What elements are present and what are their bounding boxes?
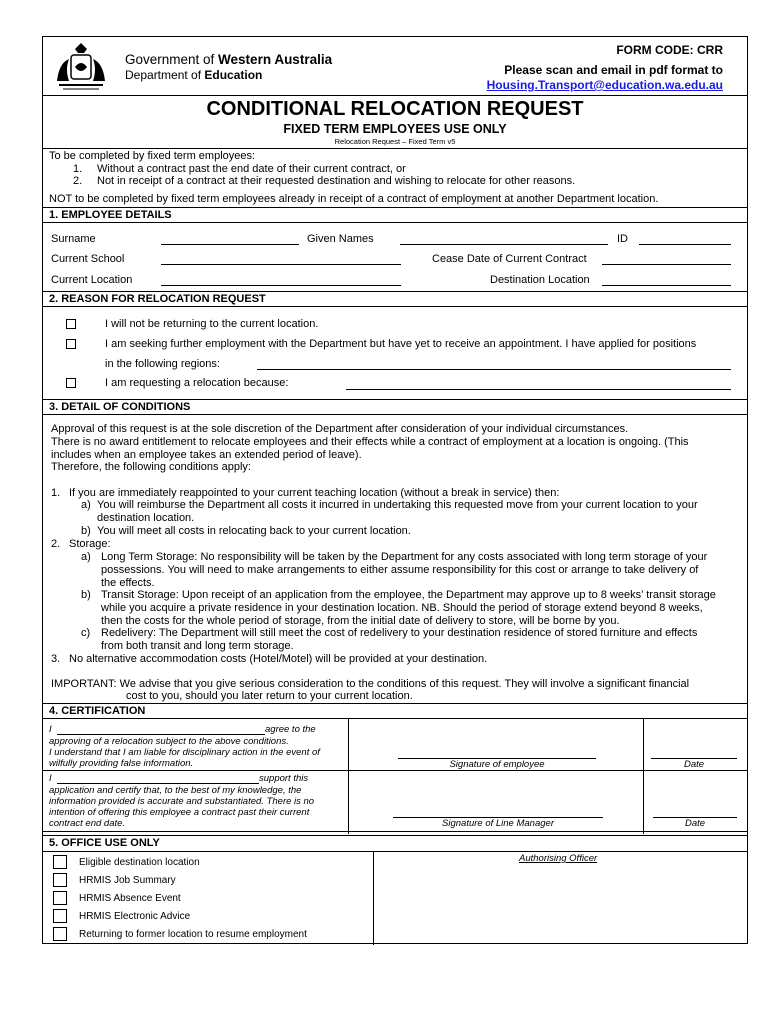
manager-i: I: [49, 773, 52, 784]
gov-name-prefix: Government of: [125, 52, 219, 67]
destination-location-field[interactable]: [602, 285, 731, 286]
condition-1a-l1: You will reimburse the Department all costs it incurred in undertaking this requested move from your current location to your: [97, 499, 698, 511]
section-3-title: 3. DETAIL OF CONDITIONS: [49, 401, 191, 413]
condition-1a-num: a): [81, 499, 91, 511]
office-check-3[interactable]: [53, 891, 67, 905]
dept-name: [125, 68, 262, 82]
office-item-2: HRMIS Job Summary: [79, 875, 176, 886]
form-version: Relocation Request – Fixed Term v5: [334, 137, 456, 146]
conditions-p2: There is no award entitlement to relocate employees and their effects while a contract of employment at a location is ongoing. (This: [51, 436, 689, 448]
office-check-2[interactable]: [53, 873, 67, 887]
employee-cert-l4: wilfully providing false information.: [49, 758, 194, 769]
employee-cert-l3: I understand that I am liable for disciplinary action in the event of: [49, 747, 320, 758]
condition-2b-num: b): [81, 589, 91, 601]
scan-instruction: Please scan and email in pdf format to: [504, 63, 723, 77]
reason-2-label-cont: in the following regions:: [105, 358, 220, 370]
section-4-title: 4. CERTIFICATION: [49, 705, 146, 717]
condition-2-num: 2.: [51, 538, 61, 550]
important-l1: IMPORTANT: We advise that you give serious consideration to the conditions of this request. They will involve a significant financial: [51, 678, 690, 690]
authorising-officer-label: Authorising Officer: [519, 853, 598, 864]
reason-1-label: I will not be returning to the current location.: [105, 318, 319, 330]
intro-line: To be completed by fixed term employees:: [49, 150, 256, 162]
section-5-title: 5. OFFICE USE ONLY: [49, 837, 160, 849]
id-label: ID: [617, 233, 628, 245]
reason-3-label: I am requesting a relocation because:: [105, 377, 289, 389]
condition-3-num: 3.: [51, 653, 61, 665]
condition-2a-l1: Long Term Storage: No responsibility will be taken by the Department for any costs associated with long term storage of your: [101, 551, 708, 563]
intro-item-1-num: 1.: [73, 163, 83, 175]
office-check-5[interactable]: [53, 927, 67, 941]
condition-2b-l1: Transit Storage: Upon receipt of an application from the employee, the Department may approve up to 8 weeks’ transit storage: [101, 589, 716, 601]
conditions-p4: Therefore, the following conditions apply:: [51, 461, 251, 473]
intro-note: NOT to be completed by fixed term employees already in receipt of a contract of employment at another Department location.: [49, 193, 659, 205]
important-l2: cost to you, should you later return to your current location.: [126, 690, 413, 702]
cease-date-field[interactable]: [602, 264, 731, 265]
coat-of-arms-icon: [51, 41, 111, 93]
office-item-5: Returning to former location to resume employment: [79, 929, 307, 940]
condition-1b-num: b): [81, 525, 91, 537]
intro-item-2: Not in receipt of a contract at their requested destination and wishing to relocate for other reasons.: [97, 175, 576, 187]
current-location-field[interactable]: [161, 285, 401, 286]
employee-agree: agree to the: [265, 724, 316, 735]
surname-label: Surname: [51, 233, 96, 245]
reason-2-label: I am seeking further employment with the Department but have yet to receive an appointment. I have applied for positions: [105, 338, 697, 350]
form-subtitle: FIXED TERM EMPLOYEES USE ONLY: [283, 122, 507, 136]
destination-location-label: Destination Location: [490, 274, 590, 286]
condition-1-num: 1.: [51, 487, 61, 499]
id-field[interactable]: [639, 244, 731, 245]
manager-cert-l2: application and certify that, to the best of my knowledge, the: [49, 785, 302, 796]
condition-2: Storage:: [69, 538, 111, 550]
reason-2-checkbox[interactable]: [66, 339, 76, 349]
conditions-p3: includes when an employee takes an extended period of leave).: [51, 449, 362, 461]
conditions-p1: Approval of this request is at the sole discretion of the Department after consideration of your individual circumstances.: [51, 423, 629, 435]
employee-name-field[interactable]: [57, 734, 265, 735]
employee-date-label: Date: [683, 759, 705, 770]
reason-1-checkbox[interactable]: [66, 319, 76, 329]
form-code: FORM CODE: CRR: [616, 43, 723, 57]
office-item-1: Eligible destination location: [79, 857, 200, 868]
given-names-label: Given Names: [307, 233, 374, 245]
current-school-label: Current School: [51, 253, 125, 265]
surname-field[interactable]: [161, 244, 299, 245]
gov-name-state: Western Australia: [218, 52, 333, 67]
manager-date-label: Date: [684, 818, 706, 829]
condition-2c-num: c): [81, 627, 91, 639]
condition-2c-l1: Redelivery: The Department will still meet the cost of redelivery to your destination residence of stored furniture and effects: [101, 627, 698, 639]
current-school-field[interactable]: [161, 264, 401, 265]
dept-name-main: Education: [204, 68, 263, 82]
email-link[interactable]: Housing.Transport@education.wa.edu.au: [486, 78, 723, 92]
condition-1a-l2: destination location.: [97, 512, 195, 524]
condition-2a-num: a): [81, 551, 91, 563]
office-check-4[interactable]: [53, 909, 67, 923]
office-check-1[interactable]: [53, 855, 67, 869]
cease-date-label: Cease Date of Current Contract: [432, 253, 587, 265]
relocation-form: [42, 36, 748, 944]
condition-2b-l2: while you acquire a private residence in your destination location. NB. Should the period of storage extend beyond 8 weeks,: [101, 602, 703, 614]
employee-signature-label: Signature of employee: [449, 759, 545, 770]
section-1-title: 1. EMPLOYEE DETAILS: [49, 209, 172, 221]
office-item-3: HRMIS Absence Event: [79, 893, 181, 904]
employee-i: I: [49, 724, 52, 735]
manager-cert-l5: contract end date.: [49, 818, 126, 829]
reason-field[interactable]: [346, 389, 731, 390]
condition-2c-l2: from both transit and long term storage.: [101, 640, 294, 652]
condition-2b-l3: then the costs for the whole period of storage, from the initial date of delivery to store, will be borne by you.: [101, 615, 620, 627]
employee-cert-l2: approving of a relocation subject to the above conditions.: [49, 736, 289, 747]
section-2-title: 2. REASON FOR RELOCATION REQUEST: [49, 293, 266, 305]
form-title: CONDITIONAL RELOCATION REQUEST: [206, 98, 584, 120]
given-names-field[interactable]: [400, 244, 608, 245]
condition-2a-l2: possessions. You will need to make arrangements to either assume responsibility for this cost or arrange to take delivery of: [101, 564, 699, 576]
reason-3-checkbox[interactable]: [66, 378, 76, 388]
intro-item-1: Without a contract past the end date of their current contract, or: [97, 163, 406, 175]
manager-cert-l3: information provided is accurate and substantiated. There is no: [49, 796, 315, 807]
condition-1: If you are immediately reappointed to your current teaching location (without a break in service) then:: [69, 487, 560, 499]
intro-item-2-num: 2.: [73, 175, 83, 187]
manager-name-field[interactable]: [57, 783, 259, 784]
condition-1b: You will meet all costs in relocating back to your current location.: [97, 525, 411, 537]
regions-field[interactable]: [257, 369, 731, 370]
office-item-4: HRMIS Electronic Advice: [79, 911, 191, 922]
condition-2a-l3: the effects.: [101, 577, 155, 589]
manager-cert-l4: intention of offering this employee a contract past their current: [49, 807, 310, 818]
condition-3: No alternative accommodation costs (Hotel/Motel) will be provided at your destination.: [69, 653, 488, 665]
manager-support: support this: [259, 773, 309, 784]
manager-signature-label: Signature of Line Manager: [442, 818, 554, 829]
gov-name: [125, 52, 332, 67]
current-location-label: Current Location: [51, 274, 133, 286]
dept-name-prefix: Department of: [125, 68, 205, 82]
